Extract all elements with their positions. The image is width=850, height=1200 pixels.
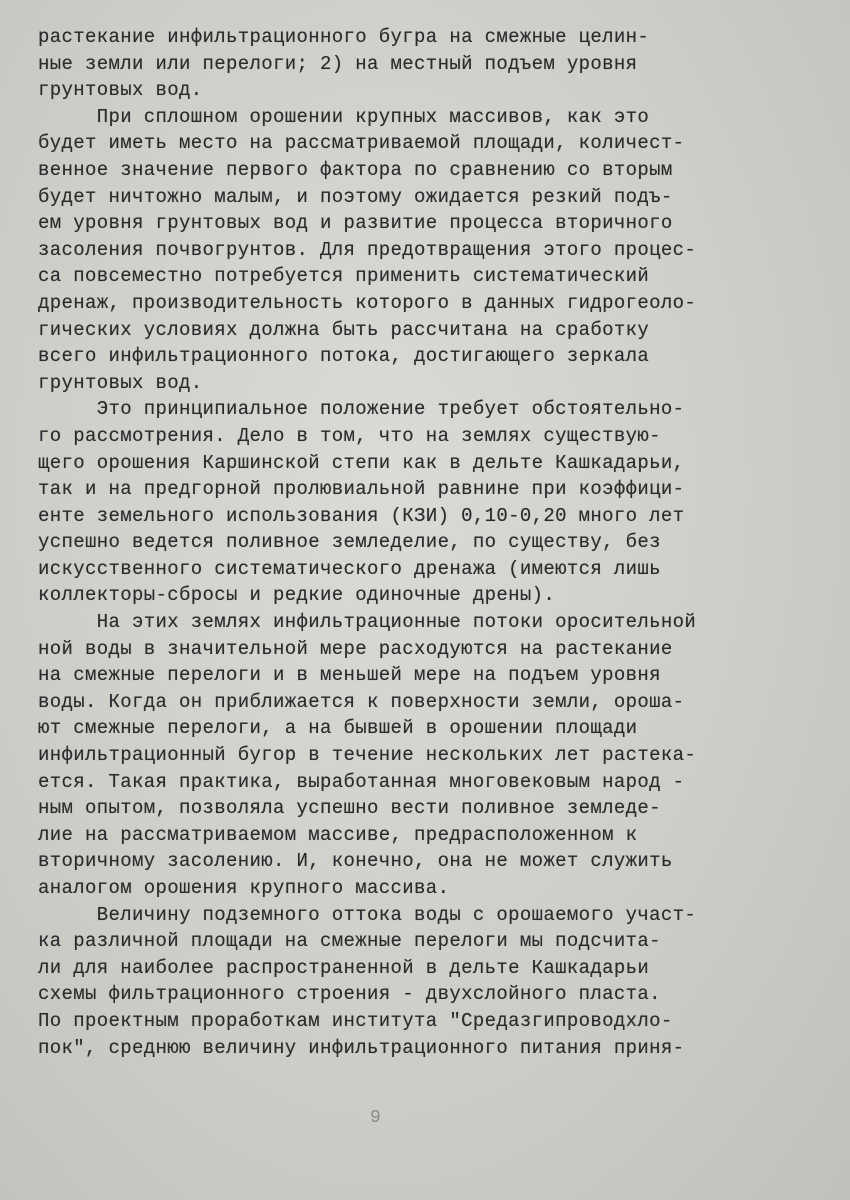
text-line: инфильтрационный бугор в течение нескольких лет растека- [38,744,697,767]
text-line: лие на рассматриваемом массиве, предрасположенном к [38,823,638,846]
text-line: будет ничтожно малым, и поэтому ожидается резкий подъ- [38,185,673,208]
text-line: схемы фильтрационного строения - двухслойного пласта. [38,983,661,1006]
text-line: ным опытом, позволяла успешно вести поливное земледе- [38,797,661,820]
page-number: 9 [370,1108,381,1128]
text-line: растекание инфильтрационного бугра на смежные целин- [38,26,650,48]
text-line: всего инфильтрационного потока, достигающего зеркала [38,345,650,368]
text-line: успешно ведется поливное земледелие, по существу, без [38,531,661,554]
text-line: При сплошном орошении крупных массивов, как это [38,105,650,128]
text-line: дренаж, производительность которого в данных гидрогеоло- [38,291,697,314]
typewritten-text-block [38,24,828,1061]
text-line: щего орошения Каршинской степи как в дельте Кашкадарьи, [38,451,685,474]
text-line: венное значение первого фактора по сравнению со вторым [38,158,673,181]
text-line: го рассмотрения. Дело в том, что на землях существую- [38,424,661,447]
text-line: аналогом орошения крупного массива. [38,877,450,899]
text-line: ем уровня грунтовых вод и развитие процесса вторичного [38,212,673,235]
text-line: ной воды в значительной мере расходуются на растекание [38,637,673,660]
text-line: гических условиях должна быть рассчитана на сработку [38,318,650,341]
text-line: засоления почвогрунтов. Для предотвращения этого процес- [38,238,697,261]
text-line: ется. Такая практика, выработанная многовековым народ - [38,770,685,793]
text-line: будет иметь место на рассматриваемой площади, количест- [38,132,685,155]
text-line: са повсеместно потребуется применить систематический [38,265,650,288]
text-line: енте земельного использования (КЗИ) 0,10-0,20 много лет [38,504,685,527]
text-line: воды. Когда он приближается к поверхности земли, ороша- [38,690,685,713]
text-line: На этих землях инфильтрационные потоки оросительной [38,611,697,634]
text-line: ка различной площади на смежные перелоги мы подсчита- [38,930,661,953]
text-line: ют смежные перелоги, а на бывшей в орошении площади [38,717,638,740]
text-line: грунтовых вод. [38,79,203,102]
text-line: пок", среднюю величину инфильтрационного питания приня- [38,1036,685,1059]
text-line: искусственного систематического дренажа (имеются лишь [38,557,661,580]
text-line: грунтовых вод. [38,371,203,394]
text-line: Величину подземного оттока воды с орошаемого участ- [38,903,697,926]
text-line: ные земли или перелоги; 2) на местный подъем уровня [38,52,638,75]
text-line: на смежные перелоги и в меньшей мере на подъем уровня [38,664,661,687]
text-line: ли для наиболее распространенной в дельте Кашкадарьи [38,956,650,979]
text-line: коллекторы-сбросы и редкие одиночные дрены). [38,584,556,607]
text-line: так и на предгорной пролювиальной равнине при коэффици- [38,478,685,501]
text-line: Это принципиальное положение требует обстоятельно- [38,398,685,421]
text-line: вторичному засолению. И, конечно, она не может служить [38,850,673,873]
text-line: По проектным проработкам института "Средазгипроводхло- [38,1009,673,1032]
